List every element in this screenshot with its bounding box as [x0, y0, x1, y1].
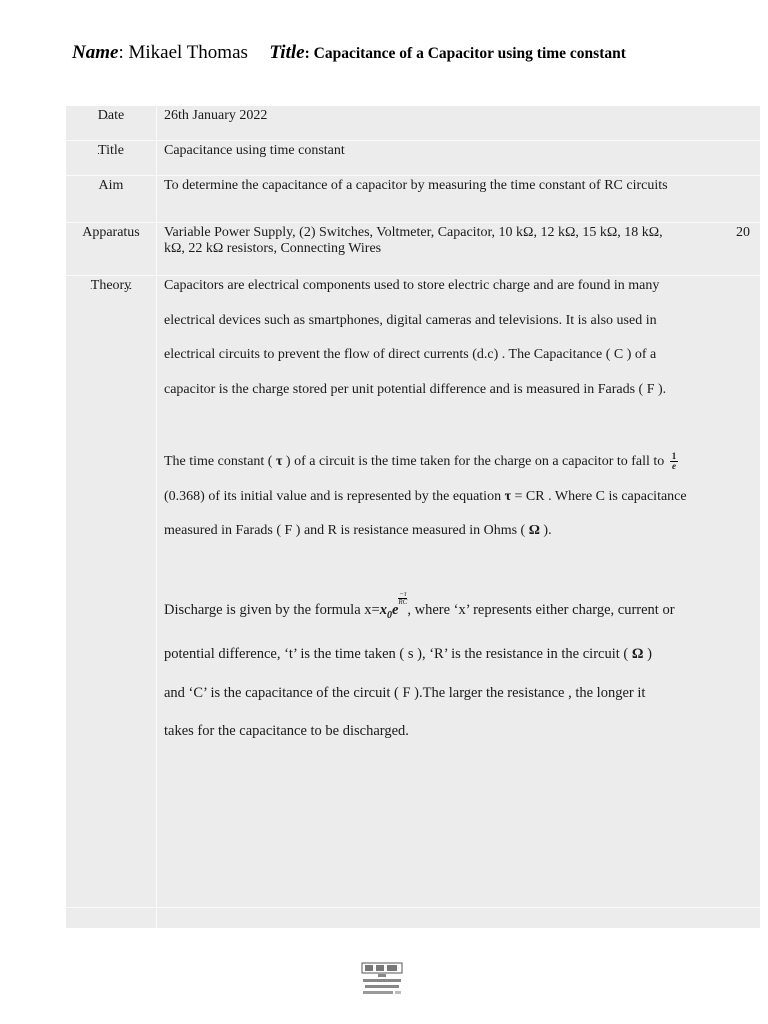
theory-p3-line3: and ‘C’ is the capacitance of the circuit ( F ).The larger the resistance , the longer it — [164, 684, 646, 701]
institution-logo-icon — [360, 962, 404, 1000]
row-value-aim: To determine the capacitance of a capacitor by measuring the time constant of RC circuits — [164, 178, 668, 193]
row-value-apparatus — [164, 225, 754, 257]
fraction-one-over-e: $\frac{1}{e}$ — [671, 451, 677, 472]
theory-p2-line1: The time constant ( τ ) of a circuit is the time taken for the charge on a capacitor to fall to $\frac{1}{e}$ — [164, 451, 677, 472]
row-label-theory: Theory — [66, 276, 157, 907]
row-value-title: Capacitance using time constant — [164, 143, 345, 158]
apparatus-line-1: Variable Power Supply, (2) Switches, Voltmeter, Capacitor, 10 kΩ, 12 kΩ, 15 kΩ, 18 kΩ, — [164, 225, 663, 240]
name-label: Name — [72, 42, 119, 63]
page-header: Name: Mikael Thomas Title: Capacitance of a Capacitor using time constant — [72, 42, 626, 63]
row-theory — [66, 276, 760, 908]
theory-p2-line3: measured in Farads ( F ) and R is resistance measured in Ohms ( Ω ). — [164, 523, 552, 538]
apparatus-line-1-end: 20 — [736, 225, 750, 240]
row-label-title: Title — [66, 141, 157, 175]
row-value-date: 26th January 2022 — [164, 108, 268, 123]
row-label-apparatus: Apparatus — [66, 223, 157, 275]
row-date — [66, 106, 760, 141]
row-title — [66, 141, 760, 176]
theory-p1-line1: Capacitors are electrical components used to store electric charge and are found in many — [164, 278, 660, 293]
row-value-theory — [164, 269, 760, 751]
exponent-fraction: $\frac{-\tau}{RC}$ — [398, 589, 408, 606]
row-empty — [66, 908, 760, 928]
name-value: Mikael Thomas — [128, 42, 248, 63]
theory-p1-line2: electrical devices such as smartphones, digital cameras and televisions. It is also used in — [164, 312, 657, 328]
row-label-aim: Aim — [66, 176, 157, 222]
apparatus-line-2: kΩ, 22 kΩ resistors, Connecting Wires — [164, 241, 382, 256]
theory-p3-line4: takes for the capacitance to be discharged. — [164, 723, 409, 739]
theory-p3-line1: Discharge is given by the formula $x=x_0e$ $\frac{-\tau}{RC}$ , where ‘x’ represents either charge, current or — [164, 589, 675, 621]
row-label-empty — [66, 908, 157, 928]
title-label: Title — [269, 42, 305, 63]
theory-p1-line4: capacitor is the charge stored per unit potential difference and is measured in Farads ( F ). — [164, 381, 667, 397]
lab-report-table — [66, 106, 760, 928]
theory-p2-line2: (0.368) of its initial value and is represented by the equation τ = CR . Where C is capacitance — [164, 488, 687, 504]
theory-p3-line2: potential difference, ‘t’ is the time taken ( s ), ‘R’ is the resistance in the circuit ( Ω ) — [164, 646, 652, 662]
row-aim — [66, 176, 760, 223]
row-label-date: Date — [66, 106, 157, 140]
title-value: Capacitance of a Capacitor using time constant — [313, 45, 626, 62]
theory-p1-line3: electrical circuits to prevent the flow of direct currents (d.c) . The Capacitance ( C ) of a — [164, 347, 657, 362]
